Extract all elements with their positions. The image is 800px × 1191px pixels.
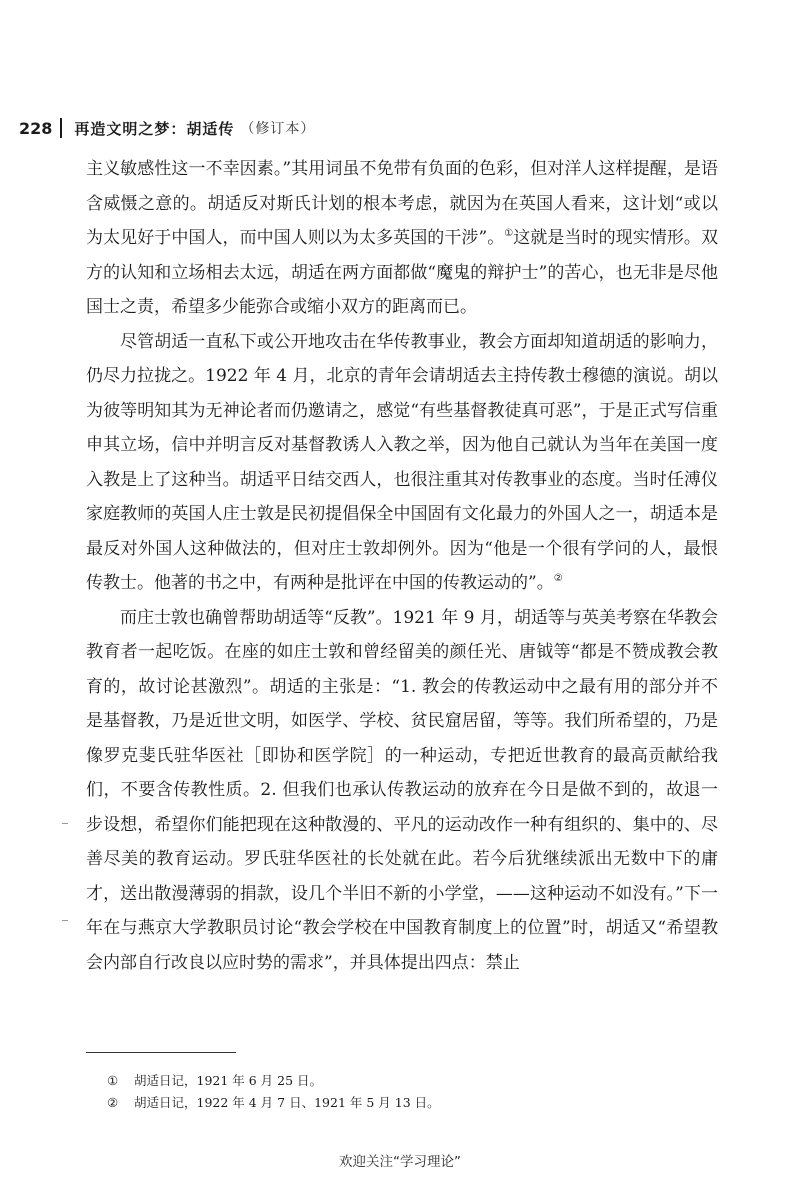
book-title: 再造文明之梦：胡适传	[74, 119, 235, 138]
margin-mark	[62, 823, 68, 824]
footnote-mark: ②	[107, 1095, 119, 1110]
paragraph-text: 这就是当时的现实情形。双方的认知和立场相去太远，胡适在两方面都做“魔鬼的辩护士”的苦心，也无非是尽他国士之责，希望多少能弥合或缩小双方的距离而已。	[86, 228, 718, 317]
paragraph	[86, 325, 718, 601]
footnote-1	[107, 1070, 707, 1092]
footnotes	[107, 1070, 707, 1114]
footnote-ref: ②	[553, 573, 563, 584]
footnote-text: 胡适日记，1922 年 4 月 7 日、1921 年 5 月 13 日。	[134, 1095, 440, 1110]
watermark: 欢迎关注“学习理论”	[339, 1154, 461, 1170]
footnote-text: 胡适日记，1921 年 6 月 25 日。	[134, 1073, 323, 1088]
footnote-mark: ①	[107, 1073, 119, 1088]
paragraph-text: 尽管胡适一直私下或公开地攻击在华传教事业，教会方面却知道胡适的影响力，仍尽力拉拢之。1922 年 4 月，北京的青年会请胡适去主持传教士穆德的演说。胡以为彼等明知其为无神论者而仍邀请之，感觉“有些基督教徒真可恶”，于是正式写信重申其立场，信中并明言反对基督教诱人入教之举，因为他自己就认为当年在美国一度入教是上了这种当。胡适平日结交西人，也很注重其对传教事业的态度。当时任溥仪家庭教师的英国人庄士敦是民初提倡保全中国固有文化最力的外国人之一，胡适本是最反对外国人这种做法的，但对庄士敦却例外。因为“他是一个很有学问的人，最恨传教士。他著的书之中，有两种是批评在中国的传教运动的”。	[86, 331, 718, 593]
paragraph	[86, 152, 718, 325]
running-header	[19, 117, 315, 139]
footnote-rule	[86, 1052, 236, 1053]
paragraph-text: 主义敏感性这一不幸因素。”其用词虽不免带有负面的色彩，但对洋人这样提醒，是语含威慑之意的。胡适反对斯氏计划的根本考虑，就因为在英国人看来，这计划“或以为太见好于中国人，而中国人则以为太多英国的干涉”。	[86, 159, 718, 248]
header-divider	[60, 118, 62, 138]
body-text	[86, 152, 718, 980]
page-number: 228	[19, 118, 53, 138]
footnote-2	[107, 1092, 707, 1114]
margin-mark	[62, 920, 68, 921]
paragraph	[86, 601, 718, 981]
edition-label: （修订本）	[240, 121, 316, 137]
paragraph-text: 而庄士敦也确曾帮助胡适等“反教”。1921 年 9 月，胡适等与英美考察在华教会教育者一起吃饭。在座的如庄士敦和曾经留美的颜任光、唐钺等“都是不赞成教会教育的，故讨论甚激烈”。胡适的主张是：“1. 教会的传教运动中之最有用的部分并不是基督教，乃是近世文明，如医学、学校、贫民窟居留，等等。我们所希望的，乃是像罗克斐氏驻华医社［即协和医学院］的一种运动，专把近世教育的最高贡献给我们，不要含传教性质。2. 但我们也承认传教运动的放弃在今日是做不到的，故退一步设想，希望你们能把现在这种散漫的、平凡的运动改作一种有组织的、集中的、尽善尽美的教育运动。罗氏驻华医社的长处就在此。若今后犹继续派出无数中下的庸才，送出散漫薄弱的捐款，设几个半旧不新的小学堂，——这种运动不如没有。”下一年在与燕京大学教职员讨论“教会学校在中国教育制度上的位置”时，胡适又“希望教会内部自行改良以应时势的需求”，并具体提出四点：禁止	[86, 607, 718, 973]
footnote-ref: ①	[504, 228, 514, 239]
